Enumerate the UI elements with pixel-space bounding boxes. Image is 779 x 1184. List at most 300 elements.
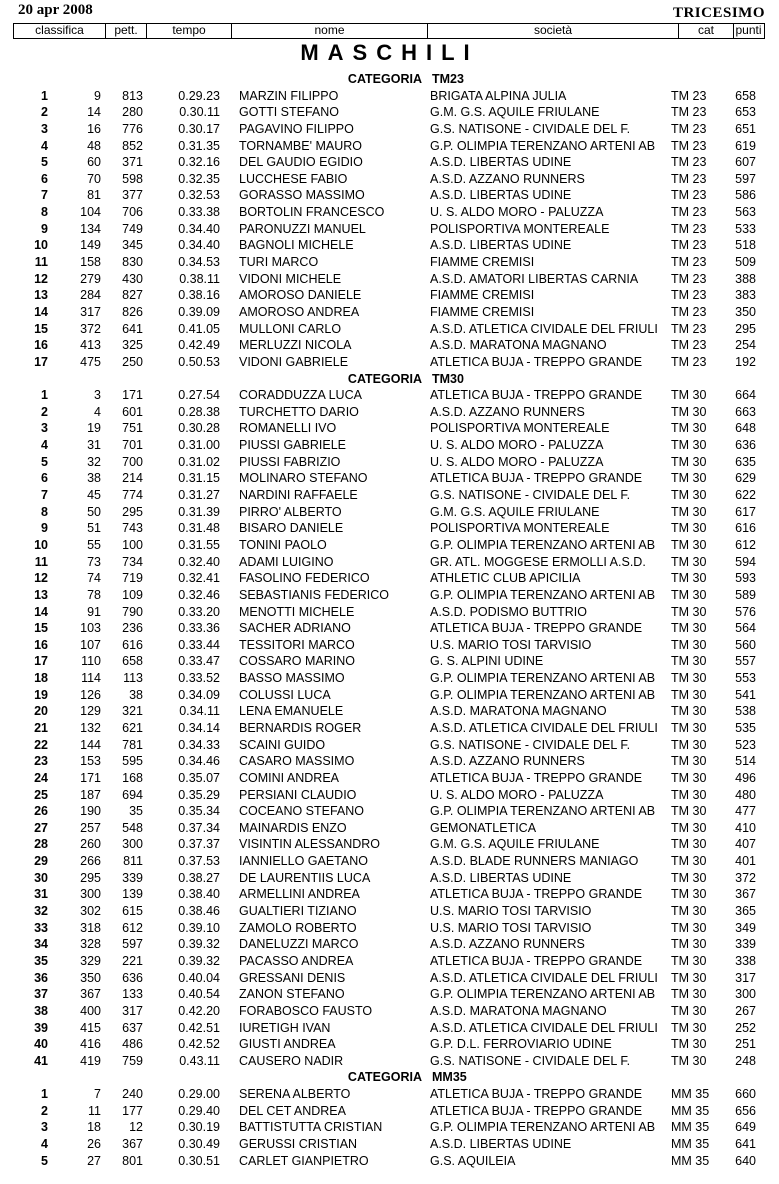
points: 192 [735, 354, 756, 369]
overall-rank: 372 [80, 321, 101, 336]
bib-number: 827 [122, 288, 143, 303]
bib-number: 743 [122, 521, 143, 536]
table-row [0, 154, 779, 171]
overall-rank: 18 [87, 1120, 101, 1135]
overall-rank: 70 [87, 171, 101, 186]
race-time: 0.38.11 [179, 271, 220, 286]
points: 514 [735, 754, 756, 769]
race-time: 0.33.47 [178, 654, 220, 669]
table-row [0, 504, 779, 521]
overall-rank: 416 [80, 1037, 101, 1052]
race-time: 0.31.39 [178, 504, 220, 519]
points: 300 [735, 987, 756, 1002]
athlete-name: AMOROSO DANIELE [239, 288, 362, 303]
table-row [0, 920, 779, 937]
category-code: TM 23 [671, 188, 707, 203]
overall-rank: 260 [80, 837, 101, 852]
athlete-name: LENA EMANUELE [239, 704, 344, 719]
race-time: 0.32.40 [178, 554, 220, 569]
points: 594 [735, 554, 756, 569]
rank: 3 [41, 121, 48, 136]
athlete-name: CARLET GIANPIETRO [239, 1153, 369, 1168]
rank: 2 [41, 404, 48, 419]
category-code: TM 30 [671, 920, 707, 935]
rank: 40 [34, 1037, 48, 1052]
rank: 16 [34, 637, 48, 652]
bib-number: 852 [122, 138, 143, 153]
table-row [0, 104, 779, 121]
category-code: TM 30 [671, 770, 707, 785]
athlete-name: FASOLINO FEDERICO [239, 571, 370, 586]
club-name: U. S. ALDO MORO - PALUZZA [430, 205, 604, 220]
overall-rank: 153 [80, 754, 101, 769]
points: 651 [735, 121, 756, 136]
category-code: TM 23 [671, 321, 707, 336]
bib-number: 781 [122, 737, 143, 752]
athlete-name: ZAMOLO ROBERTO [239, 920, 357, 935]
athlete-name: SCAINI GUIDO [239, 737, 326, 752]
overall-rank: 51 [87, 521, 101, 536]
category-code: TM 30 [671, 887, 707, 902]
overall-rank: 27 [87, 1153, 101, 1168]
bib-number: 377 [122, 188, 143, 203]
overall-rank: 367 [80, 987, 101, 1002]
category-code: TM 23 [671, 205, 707, 220]
category-code: MM35 [432, 1070, 467, 1085]
points: 383 [735, 288, 756, 303]
category-code: TM 30 [671, 471, 707, 486]
race-time: 0.35.34 [178, 804, 220, 819]
rank: 20 [34, 704, 48, 719]
athlete-name: MAINARDIS ENZO [239, 820, 347, 835]
table-row [0, 1119, 779, 1136]
bib-number: 177 [122, 1103, 143, 1118]
overall-rank: 190 [80, 804, 101, 819]
rank: 5 [41, 155, 48, 170]
club-name: G.P. OLIMPIA TERENZANO ARTENI AB [430, 804, 656, 819]
athlete-name: ZANON STEFANO [239, 987, 345, 1002]
category-code: TM 30 [671, 488, 707, 503]
table-row [0, 720, 779, 737]
race-time: 0.29.40 [178, 1103, 220, 1118]
bib-number: 621 [122, 720, 143, 735]
rank: 28 [34, 837, 48, 852]
race-time: 0.32.16 [178, 155, 220, 170]
points: 496 [735, 770, 756, 785]
athlete-name: FORABOSCO FAUSTO [239, 1003, 373, 1018]
column-header-bar [13, 23, 765, 39]
points: 350 [735, 304, 756, 319]
points: 251 [735, 1037, 756, 1052]
bib-number: 38 [129, 687, 143, 702]
athlete-name: CAUSERO NADIR [239, 1053, 344, 1068]
bib-number: 240 [122, 1087, 143, 1102]
category-code: TM 30 [671, 837, 707, 852]
results-list [0, 71, 779, 1169]
race-time: 0.29.23 [178, 88, 220, 103]
rank: 1 [41, 88, 48, 103]
overall-rank: 31 [87, 438, 101, 453]
rank: 11 [34, 554, 48, 569]
club-name: FIAMME CREMISI [430, 288, 535, 303]
overall-rank: 48 [87, 138, 101, 153]
bib-number: 486 [122, 1037, 143, 1052]
table-row [0, 1036, 779, 1053]
table-row [0, 936, 779, 953]
category-code: TM 30 [671, 404, 707, 419]
race-time: 0.34.09 [178, 687, 220, 702]
category-code: TM 30 [671, 421, 707, 436]
bib-number: 749 [122, 221, 143, 236]
overall-rank: 158 [80, 255, 101, 270]
points: 538 [735, 704, 756, 719]
table-row [0, 620, 779, 637]
athlete-name: PERSIANI CLAUDIO [239, 787, 357, 802]
points: 317 [735, 970, 756, 985]
rank: 22 [34, 737, 48, 752]
rank: 17 [34, 654, 48, 669]
table-row [0, 337, 779, 354]
category-label: CATEGORIA [347, 371, 422, 386]
club-name: U. S. ALDO MORO - PALUZZA [430, 454, 604, 469]
category-code: TM 30 [671, 654, 707, 669]
table-row [0, 737, 779, 754]
athlete-name: GUALTIERI TIZIANO [239, 904, 357, 919]
bib-number: 790 [122, 604, 143, 619]
rank: 31 [34, 887, 48, 902]
table-row [0, 187, 779, 204]
rank: 29 [34, 854, 48, 869]
points: 653 [735, 105, 756, 120]
points: 563 [735, 205, 756, 220]
race-time: 0.39.10 [178, 920, 220, 935]
club-name: U. S. ALDO MORO - PALUZZA [430, 438, 604, 453]
points: 664 [735, 388, 756, 403]
bib-number: 813 [122, 88, 143, 103]
category-code: TM 30 [671, 804, 707, 819]
table-row [0, 820, 779, 837]
club-name: A.S.D. LIBERTAS UDINE [430, 1137, 572, 1151]
bib-number: 171 [122, 388, 143, 403]
athlete-name: BISARO DANIELE [239, 521, 344, 536]
rank: 41 [34, 1053, 48, 1068]
category-code: TM 30 [671, 587, 707, 602]
athlete-name: CORADDUZZA LUCA [239, 388, 362, 403]
points: 349 [735, 920, 756, 935]
rank: 5 [41, 454, 48, 469]
table-row [0, 1086, 779, 1103]
race-time: 0.31.27 [178, 488, 220, 503]
bib-number: 295 [122, 504, 143, 519]
race-time: 0.38.27 [178, 870, 220, 885]
table-row [0, 454, 779, 471]
race-time: 0.34.14 [178, 720, 220, 735]
bib-number: 325 [122, 338, 143, 353]
athlete-name: PACASSO ANDREA [239, 953, 354, 968]
category-code: TM 30 [671, 1003, 707, 1018]
bib-number: 597 [122, 937, 143, 952]
points: 535 [735, 720, 756, 735]
athlete-name: IANNIELLO GAETANO [239, 854, 368, 869]
club-name: A.S.D. PODISMO BUTTRIO [430, 604, 587, 619]
rank: 5 [41, 1153, 48, 1168]
category-code: TM 30 [671, 970, 707, 985]
overall-rank: 134 [80, 221, 101, 236]
club-name: G.M. G.S. AQUILE FRIULANE [430, 504, 600, 519]
rank: 8 [41, 504, 48, 519]
bib-number: 236 [122, 621, 143, 636]
club-name: U. S. ALDO MORO - PALUZZA [430, 787, 604, 802]
rank: 10 [34, 238, 48, 253]
overall-rank: 73 [87, 554, 101, 569]
club-name: A.S.D. LIBERTAS UDINE [430, 238, 572, 253]
points: 658 [735, 88, 756, 103]
table-row [0, 770, 779, 787]
category-code: TM 23 [671, 138, 707, 153]
bib-number: 776 [122, 121, 143, 136]
rank: 26 [34, 804, 48, 819]
club-name: GEMONATLETICA [430, 820, 537, 835]
club-name: A.S.D. MARATONA MAGNANO [430, 704, 607, 719]
club-name: ATLETICA BUJA - TREPPO GRANDE [430, 354, 643, 369]
race-time: 0.33.36 [178, 621, 220, 636]
club-name: A.S.D. MARATONA MAGNANO [430, 1003, 607, 1018]
points: 607 [735, 155, 756, 170]
points: 636 [735, 438, 756, 453]
bib-number: 367 [122, 1137, 143, 1151]
rank: 4 [41, 438, 48, 453]
bib-number: 601 [122, 404, 143, 419]
race-time: 0.33.52 [178, 671, 220, 686]
club-name: ATLETICA BUJA - TREPPO GRANDE [430, 1103, 643, 1118]
club-name: ATLETICA BUJA - TREPPO GRANDE [430, 621, 643, 636]
bib-number: 133 [122, 987, 143, 1002]
overall-rank: 187 [80, 787, 101, 802]
race-time: 0.30.11 [179, 105, 220, 120]
overall-rank: 104 [80, 205, 101, 220]
club-name: FIAMME CREMISI [430, 304, 535, 319]
points: 597 [735, 171, 756, 186]
athlete-name: MARZIN FILIPPO [239, 88, 339, 103]
category-code: TM 30 [671, 1020, 707, 1035]
bib-number: 548 [122, 820, 143, 835]
table-row [0, 387, 779, 404]
overall-rank: 74 [87, 571, 101, 586]
table-row [0, 970, 779, 987]
overall-rank: 38 [87, 471, 101, 486]
athlete-name: BAGNOLI MICHELE [239, 238, 354, 253]
rank: 15 [34, 321, 48, 336]
rank: 14 [34, 304, 48, 319]
club-name: FIAMME CREMISI [430, 255, 535, 270]
table-row [0, 321, 779, 338]
athlete-name: GORASSO MASSIMO [239, 188, 365, 203]
points: 372 [735, 870, 756, 885]
category-code: TM 30 [671, 1053, 707, 1068]
table-row [0, 1153, 779, 1170]
table-row [0, 1053, 779, 1070]
athlete-name: COLUSSI LUCA [239, 687, 331, 702]
bib-number: 719 [122, 571, 143, 586]
table-row [0, 653, 779, 670]
race-time: 0.38.46 [178, 904, 220, 919]
bib-number: 701 [122, 438, 143, 453]
race-time: 0.30.51 [178, 1153, 220, 1168]
bib-number: 706 [122, 205, 143, 220]
athlete-name: MERLUZZI NICOLA [239, 338, 352, 353]
bib-number: 214 [122, 471, 143, 486]
bib-number: 35 [129, 804, 143, 819]
points: 480 [735, 787, 756, 802]
athlete-name: ARMELLINI ANDREA [239, 887, 360, 902]
points: 635 [735, 454, 756, 469]
overall-rank: 9 [94, 88, 101, 103]
points: 622 [735, 488, 756, 503]
category-code: MM 35 [671, 1137, 710, 1151]
race-time: 0.40.04 [178, 970, 220, 985]
table-row [0, 1020, 779, 1037]
athlete-name: ADAMI LUIGINO [239, 554, 334, 569]
category-code: TM 30 [671, 987, 707, 1002]
rank: 1 [41, 388, 48, 403]
athlete-name: NARDINI RAFFAELE [239, 488, 358, 503]
race-time: 0.34.53 [178, 255, 220, 270]
overall-rank: 4 [94, 404, 101, 419]
table-row [0, 138, 779, 155]
club-name: A.S.D. LIBERTAS UDINE [430, 155, 572, 170]
rank: 1 [41, 1087, 48, 1102]
overall-rank: 11 [88, 1103, 101, 1118]
category-heading [0, 1069, 779, 1086]
points: 663 [735, 404, 756, 419]
bib-number: 430 [122, 271, 143, 286]
category-code: TM 23 [671, 288, 707, 303]
race-time: 0.32.53 [178, 188, 220, 203]
rank: 33 [34, 920, 48, 935]
category-code: TM 30 [671, 1037, 707, 1052]
overall-rank: 295 [80, 870, 101, 885]
overall-rank: 114 [81, 671, 101, 686]
athlete-name: BASSO MASSIMO [239, 671, 345, 686]
points: 267 [735, 1003, 756, 1018]
bib-number: 615 [122, 904, 143, 919]
race-time: 0.37.37 [178, 837, 220, 852]
points: 541 [735, 687, 756, 702]
category-code: MM 35 [671, 1120, 710, 1135]
race-time: 0.39.32 [178, 937, 220, 952]
table-row [0, 404, 779, 421]
overall-rank: 126 [80, 687, 101, 702]
table-row [0, 570, 779, 587]
rank: 19 [34, 687, 48, 702]
points: 589 [735, 587, 756, 602]
bib-number: 637 [122, 1020, 143, 1035]
category-code: TM 30 [671, 621, 707, 636]
points: 619 [735, 138, 756, 153]
table-row [0, 237, 779, 254]
race-time: 0.34.46 [178, 754, 220, 769]
club-name: U.S. MARIO TOSI TARVISIO [430, 637, 592, 652]
race-time: 0.32.35 [178, 171, 220, 186]
overall-rank: 350 [80, 970, 101, 985]
race-time: 0.34.33 [178, 737, 220, 752]
race-time: 0.37.34 [178, 820, 220, 835]
overall-rank: 415 [80, 1020, 101, 1035]
overall-rank: 317 [80, 304, 101, 319]
bib-number: 595 [122, 754, 143, 769]
race-time: 0.30.28 [178, 421, 220, 436]
rank: 14 [34, 604, 48, 619]
club-name: G.M. G.S. AQUILE FRIULANE [430, 837, 600, 852]
club-name: G.S. NATISONE - CIVIDALE DEL F. [430, 1053, 631, 1068]
overall-rank: 55 [87, 537, 101, 552]
table-row [0, 271, 779, 288]
club-name: G.S. NATISONE - CIVIDALE DEL F. [430, 488, 631, 503]
overall-rank: 419 [80, 1053, 101, 1068]
overall-rank: 91 [87, 604, 101, 619]
rank: 4 [41, 138, 48, 153]
col-header-punti: punti [735, 23, 762, 37]
overall-rank: 7 [94, 1087, 101, 1102]
race-time: 0.33.44 [178, 637, 220, 652]
race-time: 0.30.19 [178, 1120, 220, 1135]
club-name: G.P. OLIMPIA TERENZANO ARTENI AB [430, 537, 656, 552]
rank: 27 [34, 820, 48, 835]
overall-rank: 3 [94, 388, 101, 403]
rank: 23 [34, 754, 48, 769]
club-name: A.S.D. AZZANO RUNNERS [430, 171, 585, 186]
points: 640 [735, 1153, 756, 1168]
col-header-classifica: classifica [14, 24, 106, 38]
rank: 37 [34, 987, 48, 1002]
table-row [0, 853, 779, 870]
athlete-name: DANELUZZI MARCO [239, 937, 359, 952]
club-name: ATLETICA BUJA - TREPPO GRANDE [430, 953, 643, 968]
col-header-tempo: tempo [147, 24, 232, 38]
table-row [0, 254, 779, 271]
points: 407 [735, 837, 756, 852]
bib-number: 774 [122, 488, 143, 503]
rank: 38 [34, 1003, 48, 1018]
athlete-name: SEBASTIANIS FEDERICO [239, 587, 390, 602]
bib-number: 694 [122, 787, 143, 802]
club-name: G.P. OLIMPIA TERENZANO ARTENI AB [430, 138, 656, 153]
table-row [0, 554, 779, 571]
race-time: 0.35.07 [178, 770, 220, 785]
table-row [0, 437, 779, 454]
club-name: G.S. AQUILEIA [430, 1153, 516, 1168]
category-code: TM 23 [671, 105, 707, 120]
rank: 4 [41, 1137, 48, 1151]
bib-number: 109 [122, 587, 143, 602]
category-code: MM 35 [671, 1153, 710, 1168]
table-row [0, 604, 779, 621]
club-name: POLISPORTIVA MONTEREALE [430, 421, 610, 436]
athlete-name: GERUSSI CRISTIAN [239, 1137, 358, 1151]
overall-rank: 103 [80, 621, 101, 636]
points: 401 [735, 854, 756, 869]
bib-number: 598 [122, 171, 143, 186]
bib-number: 734 [122, 554, 143, 569]
club-name: A.S.D. LIBERTAS UDINE [430, 188, 572, 203]
bib-number: 759 [122, 1053, 143, 1068]
athlete-name: BERNARDIS ROGER [239, 720, 362, 735]
rank: 11 [34, 255, 48, 270]
rank: 3 [41, 421, 48, 436]
overall-rank: 14 [87, 105, 101, 120]
table-row [0, 287, 779, 304]
bib-number: 616 [122, 637, 143, 652]
